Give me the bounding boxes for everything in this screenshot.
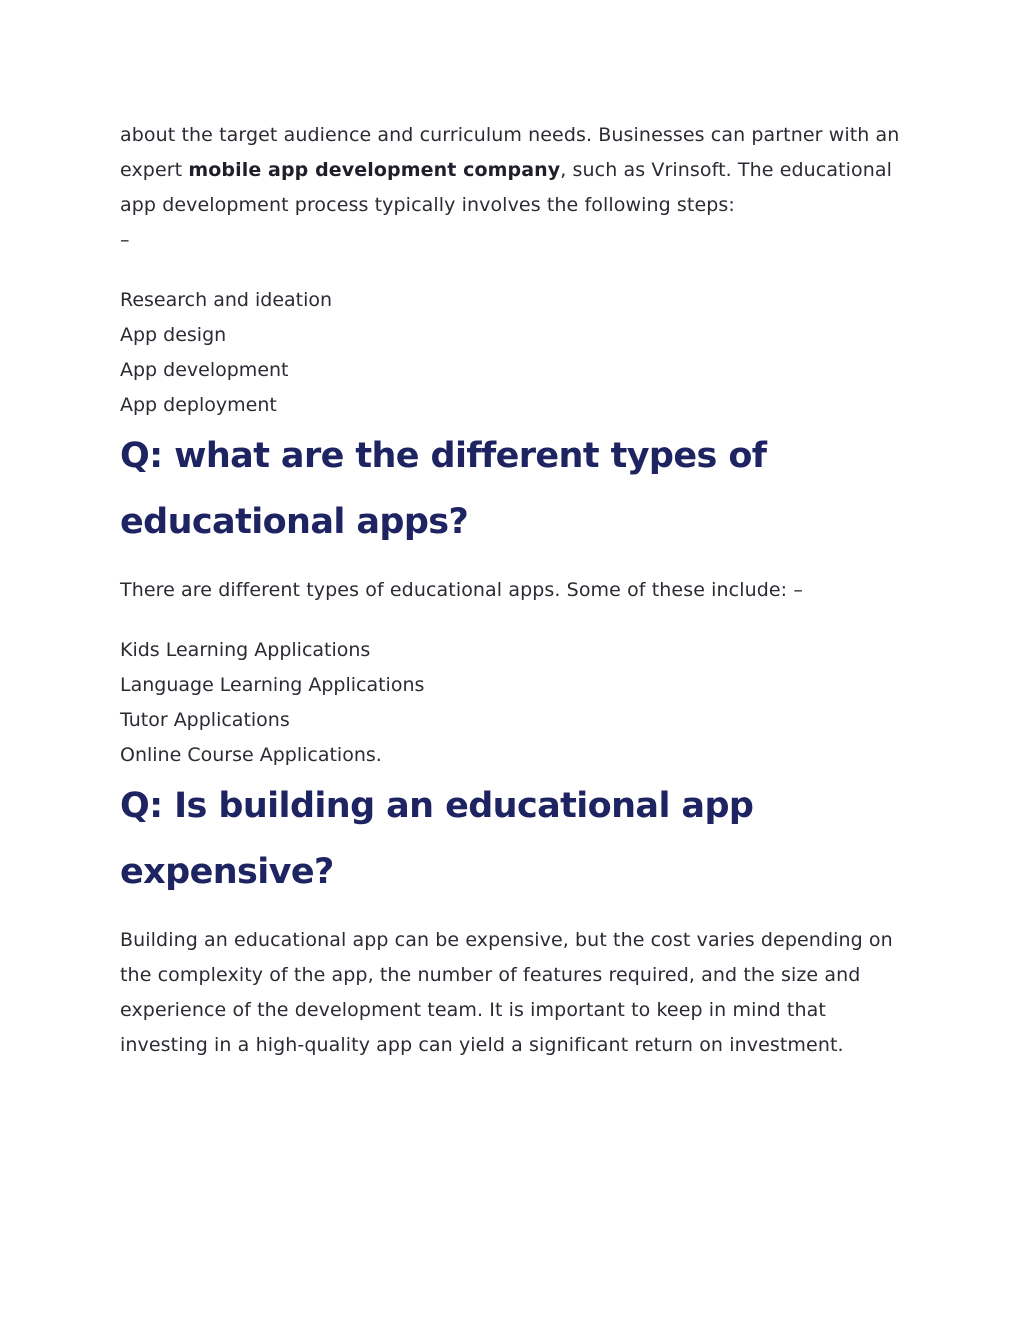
types-list <box>120 633 910 773</box>
list-item: Tutor Applications <box>120 709 290 731</box>
mobile-app-development-company-link[interactable]: mobile app development company <box>188 159 561 181</box>
document-page <box>120 118 910 1063</box>
list-item: App development <box>120 359 289 381</box>
list-item: Online Course Applications. <box>120 744 382 766</box>
list-item: Kids Learning Applications <box>120 639 371 661</box>
list-item: Research and ideation <box>120 289 333 311</box>
list-item: Language Learning Applications <box>120 674 425 696</box>
intro-paragraph <box>120 118 910 258</box>
intro-text-start: about the target audience and curriculum needs. Businesses can partner with an expert <box>120 124 900 181</box>
list-item: App deployment <box>120 394 277 416</box>
intro-text-end: , such as Vrinsoft. The educational app development process typically involves the following steps: <box>120 159 893 216</box>
types-answer: There are different types of educational apps. Some of these include: – <box>120 579 803 601</box>
question-heading-types: Q: what are the different types of educational apps? <box>120 436 767 542</box>
question-heading-cost: Q: Is building an educational app expensive? <box>120 786 754 892</box>
cost-answer: Building an educational app can be expensive, but the cost varies depending on the complexity of the app, the number of features required, and the size and experience of the development team. It is important to keep in mind that investing in a high-quality app can yield a significant return on investment. <box>120 929 893 1056</box>
steps-list <box>120 283 910 423</box>
list-item: App design <box>120 324 227 346</box>
intro-dash: – <box>120 229 130 251</box>
